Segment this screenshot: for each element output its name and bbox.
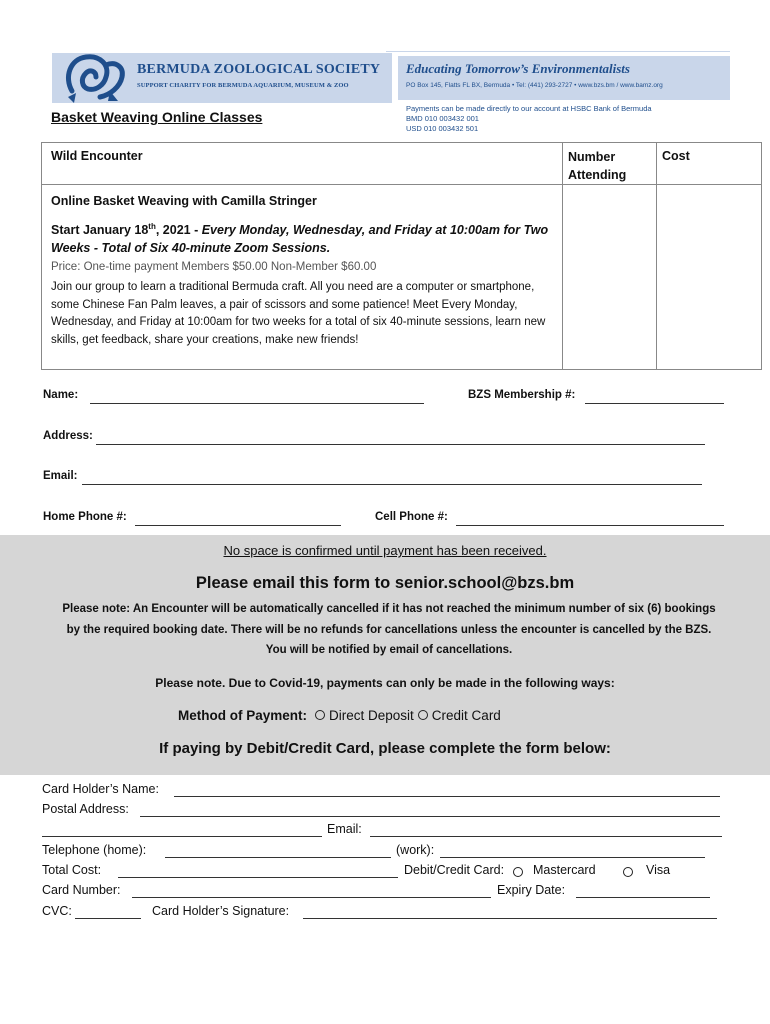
postal-field[interactable] bbox=[140, 816, 720, 817]
logo-tagline: SUPPORT CHARITY FOR BERMUDA AQUARIUM, MUSEUM & ZOO bbox=[137, 82, 349, 89]
encounter-price: Price: One-time payment Members $50.00 Non-Member $60.00 bbox=[51, 261, 377, 273]
credit-card-radio[interactable] bbox=[418, 710, 428, 720]
col-header-encounter: Wild Encounter bbox=[51, 149, 143, 163]
cell-phone-field[interactable] bbox=[456, 525, 724, 526]
start-year: , 2021 - bbox=[155, 223, 202, 238]
start-prefix: Start January 18 bbox=[51, 223, 149, 238]
card-number-field[interactable] bbox=[132, 897, 491, 898]
method-label: Method of Payment: bbox=[178, 708, 308, 723]
encounter-title: Online Basket Weaving with Camilla Stringer bbox=[51, 194, 317, 208]
no-space-notice: No space is confirmed until payment has been received. bbox=[223, 543, 547, 558]
expiry-field[interactable] bbox=[576, 897, 710, 898]
home-phone-field[interactable] bbox=[135, 525, 341, 526]
name-field[interactable] bbox=[90, 403, 424, 404]
bmd-account: BMD 010 003432 001 bbox=[406, 114, 479, 123]
card-number-label: Card Number: bbox=[42, 883, 121, 897]
membership-label: BZS Membership #: bbox=[468, 389, 576, 401]
credit-card-label: Credit Card bbox=[431, 708, 501, 723]
payment-note-text: Payments can be made directly to our account at HSBC Bank of Bermuda bbox=[406, 104, 652, 113]
direct-deposit-label: Direct Deposit bbox=[329, 708, 414, 723]
home-phone-label: Home Phone #: bbox=[43, 511, 127, 523]
name-label: Name: bbox=[43, 389, 79, 401]
encounter-description: Join our group to learn a traditional Bermuda craft. All you need are a computer or smartphone, some Chinese Fan Palm leaves, a pair of scissors and some patience! Meet Every Monday, Wednesday, and Friday at 10:00am for two weeks for a total of six 40-minute sessions, learn new skills, get feedback, share your creations, make new friends! bbox=[51, 281, 546, 346]
card-form-heading: If paying by Debit/Credit Card, please complete the form below: bbox=[159, 740, 611, 757]
payment-note bbox=[406, 104, 652, 134]
banner-contact: PO Box 145, Flatts FL BX, Bermuda • Tel: (441) 293-2727 • www.bzs.bm / www.bamz.org bbox=[406, 82, 663, 89]
total-cost-label: Total Cost: bbox=[42, 863, 102, 877]
page-title: Basket Weaving Online Classes bbox=[51, 109, 263, 125]
cell-phone-label: Cell Phone #: bbox=[375, 511, 448, 523]
banner-divider bbox=[386, 51, 730, 52]
card-email-field[interactable] bbox=[370, 836, 722, 837]
work-phone-field[interactable] bbox=[440, 857, 705, 858]
banner-title: Educating Tomorrow’s Environmentalists bbox=[406, 61, 630, 76]
holder-name-field[interactable] bbox=[174, 796, 720, 797]
cvc-label: CVC: bbox=[42, 904, 72, 918]
logo-name: BERMUDA ZOOLOGICAL SOCIETY bbox=[137, 62, 381, 77]
table-divider bbox=[41, 184, 762, 185]
debit-credit-label: Debit/Credit Card: bbox=[404, 863, 505, 877]
signature-field[interactable] bbox=[303, 918, 717, 919]
card-email-label: Email: bbox=[327, 822, 362, 836]
address-field[interactable] bbox=[96, 444, 705, 445]
fish-logo-icon bbox=[60, 51, 130, 107]
payment-method-row bbox=[178, 708, 501, 723]
table-divider bbox=[562, 142, 563, 370]
work-label: (work): bbox=[396, 843, 435, 857]
holder-name-label: Card Holder’s Name: bbox=[42, 782, 159, 796]
start-schedule: Every Monday, Wednesday, and Friday at 10:00am for Two Weeks - Total of Six 40-minute Zoom Sessions. bbox=[51, 223, 549, 256]
start-sup: th bbox=[148, 222, 156, 231]
total-cost-field[interactable] bbox=[118, 877, 398, 878]
visa-label: Visa bbox=[646, 863, 671, 877]
email-form-instruction: Please email this form to senior.school@bzs.bm bbox=[195, 574, 575, 592]
cancellation-note: Please note: An Encounter will be automatically cancelled if it has not reached the minimum number of six (6) bookings by the required booking date. There will be no refunds for cancellations unless the encounter is cancelled by the BZS. You will be notified by email of cancellations. bbox=[62, 603, 716, 656]
postal-label: Postal Address: bbox=[42, 802, 129, 816]
col-header-number: Number Attending bbox=[568, 150, 627, 182]
covid-note: Please note. Due to Covid-19, payments can only be made in the following ways: bbox=[155, 676, 615, 690]
direct-deposit-radio[interactable] bbox=[315, 710, 325, 720]
address-label: Address: bbox=[43, 430, 93, 442]
col-header-cost: Cost bbox=[662, 149, 690, 163]
signature-label: Card Holder’s Signature: bbox=[152, 904, 290, 918]
encounter-start bbox=[51, 218, 561, 257]
mastercard-label: Mastercard bbox=[533, 863, 596, 877]
telephone-label: Telephone (home): bbox=[42, 843, 147, 857]
expiry-label: Expiry Date: bbox=[497, 883, 566, 897]
email-field[interactable] bbox=[82, 484, 702, 485]
table-divider bbox=[656, 142, 657, 370]
usd-account: USD 010 003432 501 bbox=[406, 124, 479, 133]
membership-field[interactable] bbox=[585, 403, 724, 404]
visa-radio[interactable] bbox=[623, 867, 633, 877]
postal-field-line2[interactable] bbox=[42, 836, 322, 837]
cvc-field[interactable] bbox=[75, 918, 141, 919]
telephone-field[interactable] bbox=[165, 857, 391, 858]
mastercard-radio[interactable] bbox=[513, 867, 523, 877]
email-label: Email: bbox=[43, 470, 78, 482]
